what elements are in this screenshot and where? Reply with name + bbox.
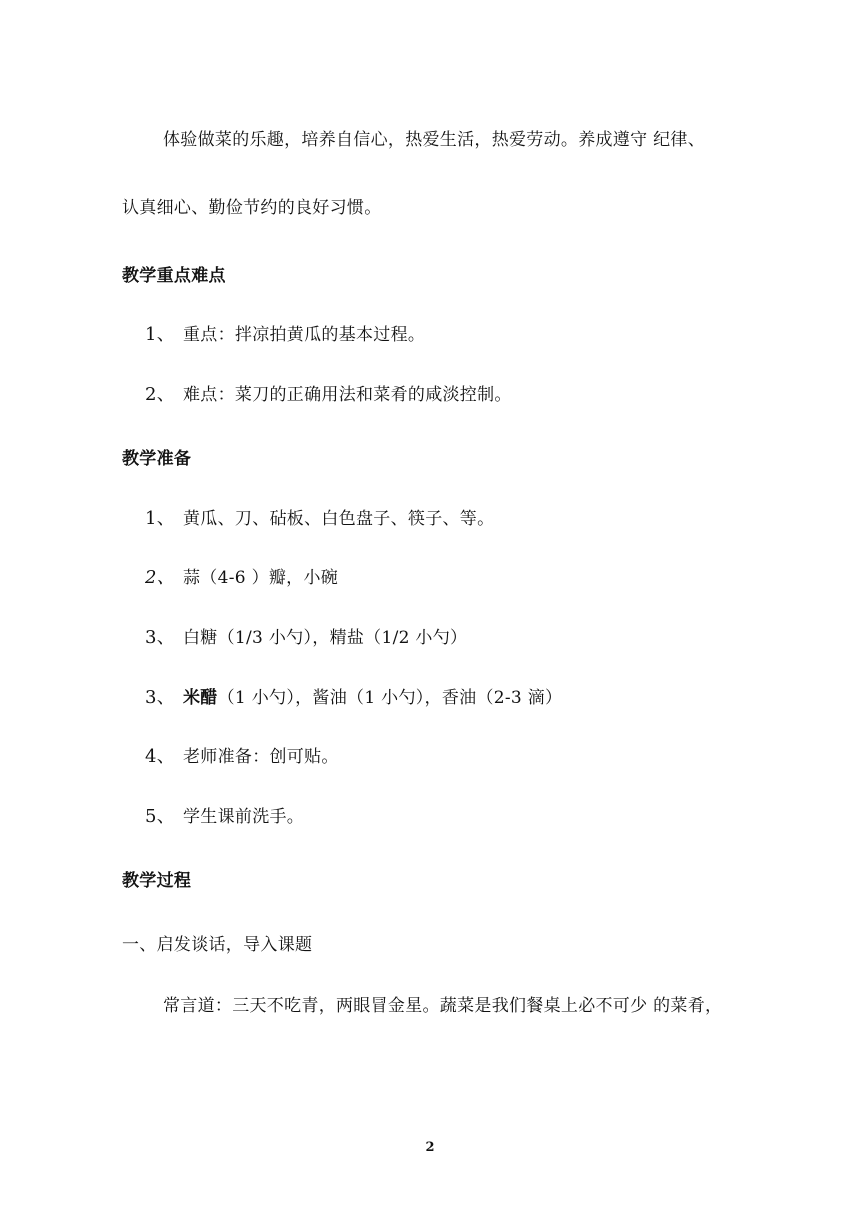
item-number: 2、 [145, 384, 176, 405]
item-text: 老师准备：创可贴。 [183, 747, 339, 767]
item-number: 1、 [145, 324, 176, 345]
process-section-1: 一、启发谈话，导入课题 [122, 935, 313, 955]
item-text: 蒜（4-6 ）瓣，小碗 [183, 568, 339, 588]
item-text: 学生课前洗手。 [183, 807, 305, 827]
item-number: 3、 [145, 627, 176, 648]
item-text: 白糖（1/3 小勺），精盐（1/2 小勺） [183, 628, 468, 648]
item-text: 重点：拌凉拍黄瓜的基本过程。 [183, 325, 426, 345]
intro-line-1: 体验做菜的乐趣，培养自信心，热爱生活，热爱劳动。养成遵守 纪律、 [163, 130, 706, 150]
intro-line-2: 认真细心、勤俭节约的良好习惯。 [122, 198, 382, 218]
process-paragraph: 常言道：三天不吃青，两眼冒金星。蔬菜是我们餐桌上必不可少 的菜肴， [163, 996, 723, 1016]
item-text: 难点：菜刀的正确用法和菜肴的咸淡控制。 [183, 385, 512, 405]
item-number: 4、 [145, 746, 176, 767]
focus-item-2 [145, 384, 512, 406]
item-number: 5、 [145, 806, 176, 827]
page-number: 2 [425, 1140, 435, 1155]
prep-item-2 [145, 567, 338, 589]
prep-heading: 教学准备 [122, 449, 192, 469]
item-number: 2、 [145, 567, 176, 588]
focus-heading: 教学重点难点 [122, 266, 226, 286]
prep-item-3 [145, 627, 467, 649]
item-text-bold: 米醋 [183, 688, 218, 708]
item-text: （1 小勺），酱油（1 小勺），香油（2-3 滴） [217, 688, 563, 708]
item-text: 黄瓜、刀、砧板、白色盘子、筷子、等。 [183, 509, 495, 529]
prep-item-4 [145, 687, 562, 709]
process-heading: 教学过程 [122, 871, 192, 891]
item-number: 3、 [145, 687, 176, 708]
focus-item-1 [145, 324, 425, 346]
prep-item-6 [145, 806, 304, 828]
prep-item-1 [145, 508, 494, 530]
prep-item-5 [145, 746, 339, 768]
item-number: 1、 [145, 508, 176, 529]
